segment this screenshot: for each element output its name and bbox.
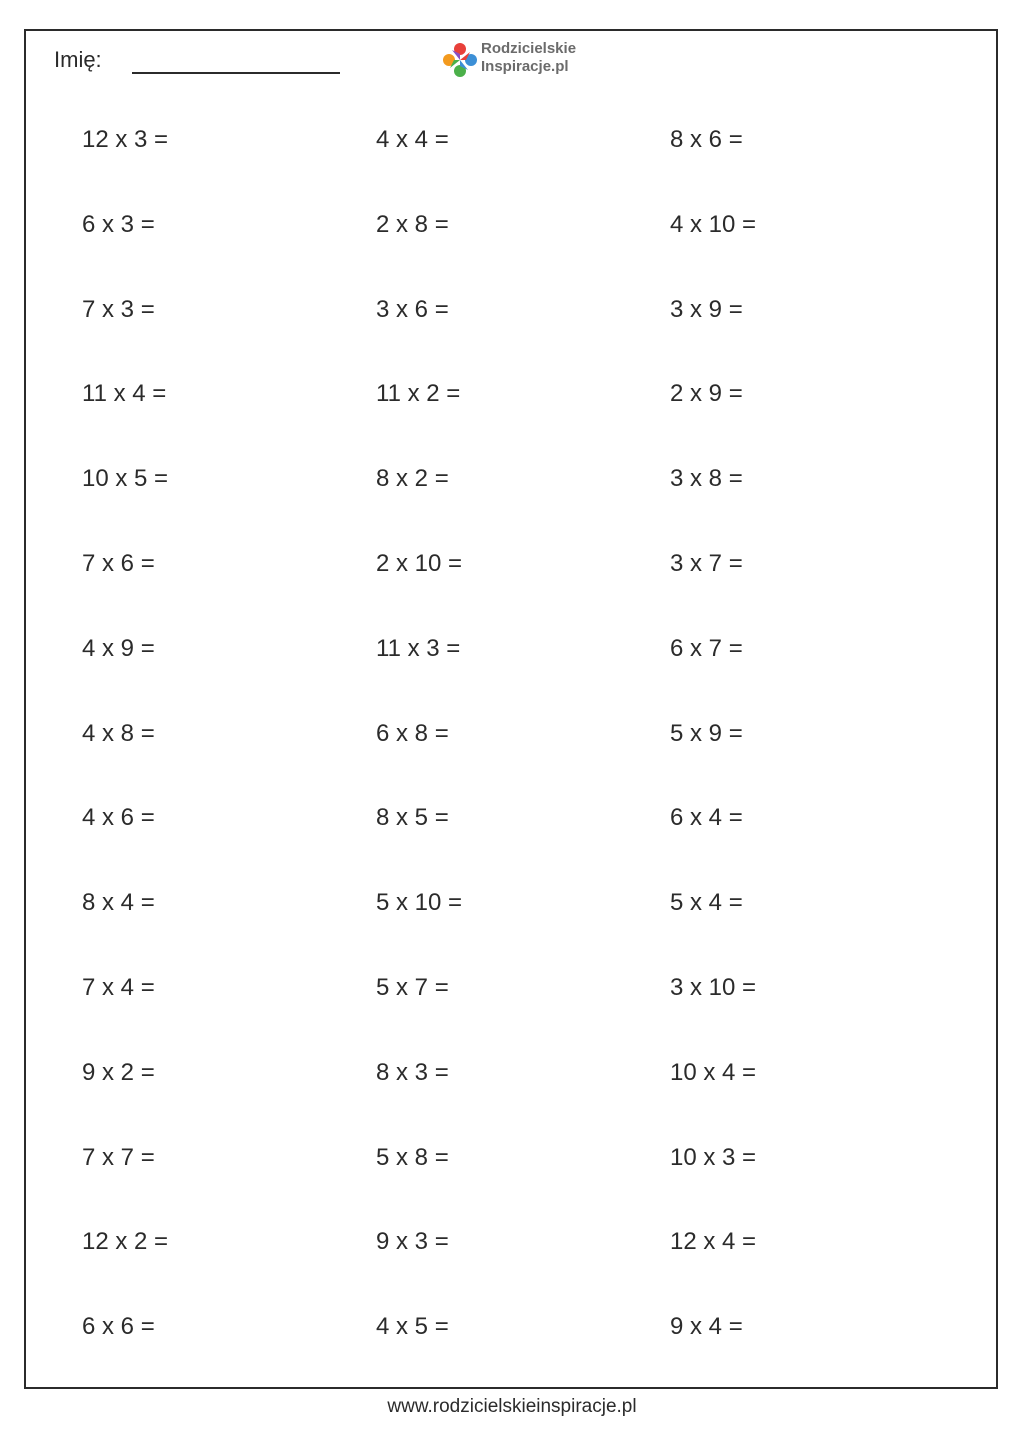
logo-line-2: Inspiracje.pl	[481, 58, 569, 75]
problem-r11-c1: 7 x 4 =	[82, 974, 155, 1001]
problem-r14-c2: 9 x 3 =	[376, 1228, 449, 1255]
logo-line-1: Rodzicielskie	[481, 40, 577, 57]
problem-r3-c1: 7 x 3 =	[82, 296, 155, 323]
problem-r12-c2: 8 x 3 =	[376, 1059, 449, 1086]
site-logo	[438, 38, 628, 82]
problem-r10-c3: 5 x 4 =	[670, 889, 743, 916]
logo-text	[481, 40, 576, 76]
problem-r9-c3: 6 x 4 =	[670, 804, 743, 831]
problem-r13-c2: 5 x 8 =	[376, 1144, 449, 1171]
problem-r2-c3: 4 x 10 =	[670, 211, 757, 238]
problem-r8-c2: 6 x 8 =	[376, 720, 449, 747]
problem-r4-c1: 11 x 4 =	[82, 380, 167, 407]
problem-r1-c1: 12 x 3 =	[82, 126, 169, 153]
problem-r10-c1: 8 x 4 =	[82, 889, 155, 916]
problem-r6-c2: 2 x 10 =	[376, 550, 463, 577]
problem-r15-c3: 9 x 4 =	[670, 1313, 743, 1340]
problem-r4-c2: 11 x 2 =	[376, 380, 461, 407]
problem-r3-c2: 3 x 6 =	[376, 296, 449, 323]
problem-r7-c2: 11 x 3 =	[376, 635, 461, 662]
problem-r2-c1: 6 x 3 =	[82, 211, 155, 238]
problem-r5-c3: 3 x 8 =	[670, 465, 743, 492]
problem-r1-c2: 4 x 4 =	[376, 126, 449, 153]
logo-icon	[438, 38, 482, 82]
problem-r13-c1: 7 x 7 =	[82, 1144, 155, 1171]
name-label: Imię:	[54, 47, 102, 72]
problem-r5-c2: 8 x 2 =	[376, 465, 449, 492]
problem-r3-c3: 3 x 9 =	[670, 296, 743, 323]
problem-r6-c1: 7 x 6 =	[82, 550, 155, 577]
problem-r5-c1: 10 x 5 =	[82, 465, 169, 492]
problem-r13-c3: 10 x 3 =	[670, 1144, 757, 1171]
problem-r15-c2: 4 x 5 =	[376, 1313, 449, 1340]
problem-r12-c3: 10 x 4 =	[670, 1059, 757, 1086]
problem-r10-c2: 5 x 10 =	[376, 889, 463, 916]
problem-r14-c3: 12 x 4 =	[670, 1228, 757, 1255]
problem-r7-c3: 6 x 7 =	[670, 635, 743, 662]
problem-r9-c1: 4 x 6 =	[82, 804, 155, 831]
problem-r11-c2: 5 x 7 =	[376, 974, 449, 1001]
problem-r4-c3: 2 x 9 =	[670, 380, 743, 407]
problem-r14-c1: 12 x 2 =	[82, 1228, 169, 1255]
problem-r2-c2: 2 x 8 =	[376, 211, 449, 238]
problem-r8-c1: 4 x 8 =	[82, 720, 155, 747]
problem-r8-c3: 5 x 9 =	[670, 720, 743, 747]
problem-r12-c1: 9 x 2 =	[82, 1059, 155, 1086]
problem-r7-c1: 4 x 9 =	[82, 635, 155, 662]
footer-url: www.rodzicielskieinspiracje.pl	[387, 1396, 637, 1417]
problem-r15-c1: 6 x 6 =	[82, 1313, 155, 1340]
worksheet-frame	[24, 29, 998, 1389]
problem-r6-c3: 3 x 7 =	[670, 550, 743, 577]
problem-r1-c3: 8 x 6 =	[670, 126, 743, 153]
problem-r11-c3: 3 x 10 =	[670, 974, 757, 1001]
name-field-line[interactable]	[132, 72, 340, 74]
problem-r9-c2: 8 x 5 =	[376, 804, 449, 831]
